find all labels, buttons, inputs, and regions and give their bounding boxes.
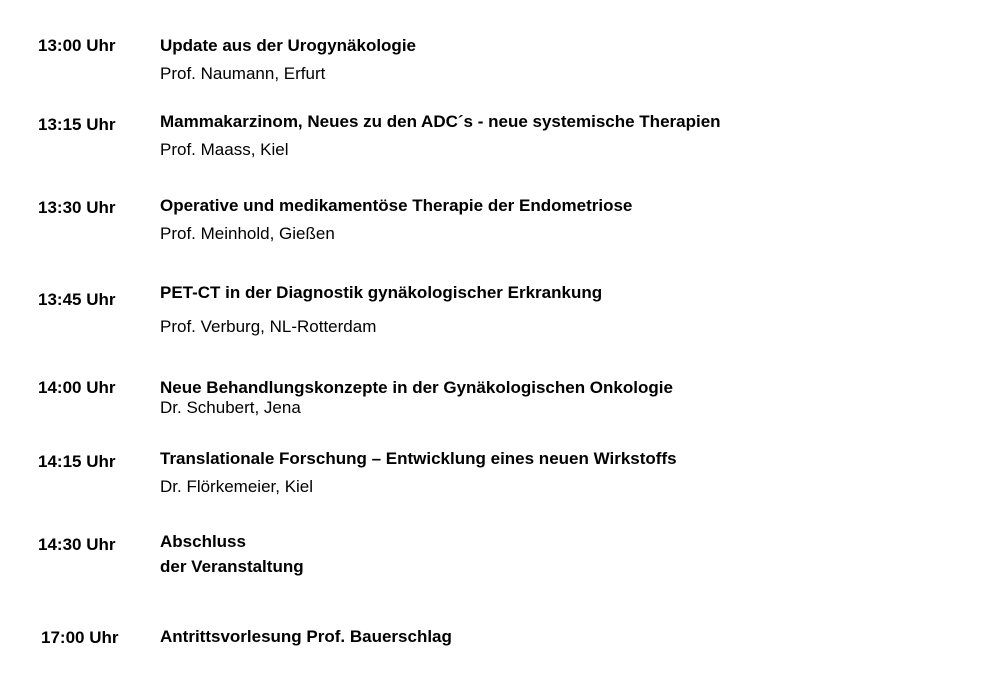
agenda-speaker: Prof. Meinhold, Gießen <box>160 224 335 243</box>
agenda-time: 13:00 Uhr <box>38 36 116 55</box>
agenda-content <box>160 627 960 647</box>
agenda-time: 14:00 Uhr <box>38 378 116 397</box>
agenda-title: Operative und medikamentöse Therapie der Endometriose <box>160 196 633 215</box>
agenda-speaker: Prof. Verburg, NL-Rotterdam <box>160 317 377 336</box>
agenda-title: PET-CT in der Diagnostik gynäkologischer Erkrankung <box>160 283 603 302</box>
agenda-content <box>160 378 960 418</box>
agenda-content <box>160 196 960 244</box>
agenda-time: 13:15 Uhr <box>38 115 116 134</box>
agenda-title: Mammakarzinom, Neues zu den ADC´s - neue systemische Therapien <box>160 112 721 131</box>
agenda-content <box>160 112 960 160</box>
agenda-speaker: Dr. Schubert, Jena <box>160 398 301 417</box>
agenda-time: 17:00 Uhr <box>41 628 119 647</box>
agenda-speaker: Prof. Naumann, Erfurt <box>160 64 326 83</box>
agenda-time: 13:45 Uhr <box>38 290 116 309</box>
agenda-title: Translationale Forschung – Entwicklung eines neuen Wirkstoffs <box>160 449 677 468</box>
agenda-speaker: Dr. Flörkemeier, Kiel <box>160 477 314 496</box>
agenda-time: 14:15 Uhr <box>38 452 116 471</box>
agenda-title: Update aus der Urogynäkologie <box>160 36 416 55</box>
agenda-title: Abschluss <box>160 532 246 551</box>
agenda-title-line2: der Veranstaltung <box>160 557 304 576</box>
agenda-speaker: Prof. Maass, Kiel <box>160 140 289 159</box>
agenda-content <box>160 36 960 84</box>
agenda-title: Neue Behandlungskonzepte in der Gynäkologischen Onkologie <box>160 378 673 397</box>
agenda-time: 14:30 Uhr <box>38 535 116 554</box>
agenda-content <box>160 283 960 337</box>
agenda-time: 13:30 Uhr <box>38 198 116 217</box>
agenda-content <box>160 449 960 497</box>
agenda-content <box>160 532 960 577</box>
agenda-title: Antrittsvorlesung Prof. Bauerschlag <box>160 627 452 646</box>
